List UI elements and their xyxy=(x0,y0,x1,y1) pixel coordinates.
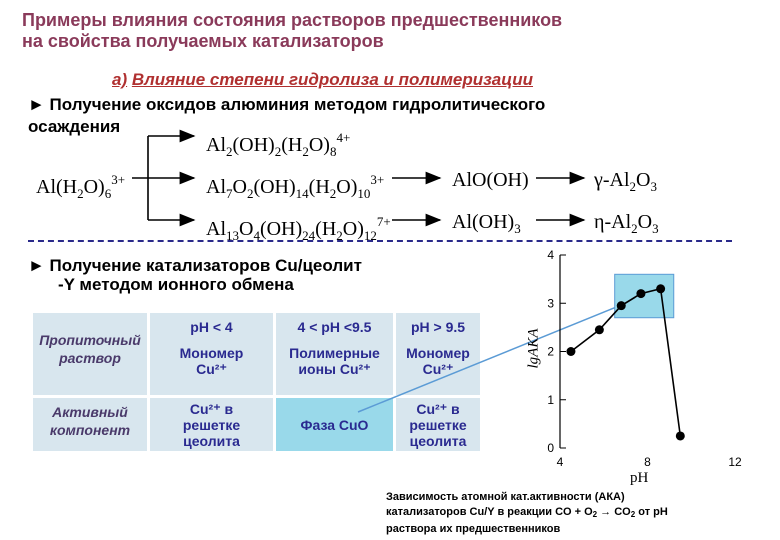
formula-source: $Al(H_2O)_6^{3+}$ xyxy=(36,172,126,201)
data-point xyxy=(656,284,665,293)
data-point xyxy=(617,301,626,310)
y-axis-label: lgAKA xyxy=(525,328,542,369)
subtitle-text: Влияние степени гидролиза и полимеризации xyxy=(131,70,534,89)
cell-monomer-low: Мономер Cu²⁺ xyxy=(179,345,244,377)
x-tick-label: 12 xyxy=(728,455,742,469)
x-tick-label: 8 xyxy=(644,455,651,469)
cell-lattice-low: Cu²⁺ в решетке цеолита xyxy=(182,401,241,449)
bullet-alumina-line-1: ► Получение оксидов алюминия методом гидролитического xyxy=(28,95,546,114)
bullet-cu-line-2: -Y методом ионного обмена xyxy=(58,275,294,294)
data-point xyxy=(566,347,575,356)
cell-cuo-phase: Фаза CuO xyxy=(300,417,369,433)
formula-eta-alumina: $\eta-Al_2O_3$ xyxy=(594,211,659,236)
x-tick-label: 4 xyxy=(556,455,564,469)
row-label-solution: Пропиточный раствор xyxy=(39,332,141,366)
formula-bot: $Al_{13}O_4(OH)_{24}(H_2O)_{12}^{7+}$ xyxy=(206,214,391,243)
caption-line-1: Зависимость атомной кат.активности (АКА) xyxy=(386,491,625,503)
chart-caption xyxy=(386,490,776,537)
header-ph-mid: 4 < pH <9.5 xyxy=(297,319,372,335)
x-axis-label: pH xyxy=(630,470,649,486)
row-label-active: Активный компонент xyxy=(49,404,131,438)
y-tick-label: 1 xyxy=(547,392,554,407)
y-tick-label: 0 xyxy=(547,441,554,455)
data-point xyxy=(595,325,604,334)
caption-line-3: раствора их предшественников xyxy=(386,523,561,535)
subtitle-prefix: а) xyxy=(112,70,128,89)
y-tick-label: 3 xyxy=(547,296,554,311)
caption-line-2: катализаторов Cu/Y в реакции CO + $O_2 \to CO_2$ от pH xyxy=(386,506,668,519)
title-line-1: Примеры влияния состояния растворов предшественников xyxy=(22,10,563,30)
header-ph-low: pH < 4 xyxy=(190,319,233,335)
y-tick-label: 4 xyxy=(547,248,554,262)
formula-mid: $Al_7O_2(OH)_{14}(H_2O)_{10}^{3+}$ xyxy=(206,172,385,201)
header-ph-high: pH > 9.5 xyxy=(410,319,466,335)
cell-polymer-ions: Полимерные ионы Cu²⁺ xyxy=(289,345,380,377)
formula-top: $Al_2(OH)_2(H_2O)_8^{4+}$ xyxy=(206,130,351,159)
title-line-2: на свойства получаемых катализаторов xyxy=(22,31,384,51)
connector-line xyxy=(358,308,615,412)
bullet-cu-line-1: ► Получение катализаторов Cu/цеолит xyxy=(28,256,362,275)
data-point xyxy=(636,289,645,298)
formula-al-oh3: $Al(OH)_3$ xyxy=(452,211,521,236)
y-tick-label: 2 xyxy=(547,344,554,359)
formula-alo-oh: AlO(OH) xyxy=(452,169,529,191)
data-point xyxy=(676,431,685,440)
formula-gamma-alumina: $\gamma-Al_2O_3$ xyxy=(594,169,657,194)
cell-monomer-high: Мономер Cu²⁺ xyxy=(406,345,470,377)
bullet-alumina-line-2: осаждения xyxy=(28,117,121,136)
cell-lattice-high: Cu²⁺ в решетке цеолита xyxy=(409,401,467,449)
